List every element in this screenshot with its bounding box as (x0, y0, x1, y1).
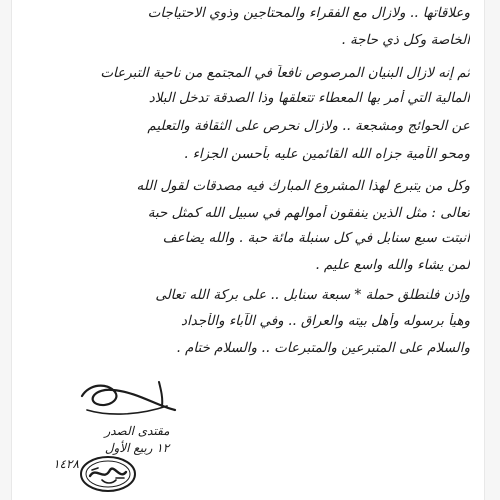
letter-line-2: الخاصة وكل ذي حاجة . (341, 32, 470, 48)
letter-line-11: وإذن فلنطلق حملة * سبعة سنابل .. على بركة الله تعالى (155, 287, 470, 303)
letter-line-13: والسلام على المتبرعين والمتبرعات .. والسلام ختام . (176, 340, 470, 356)
letter-line-5: عن الحوائج ومشجعة .. ولازال نحرص على الثقافة والتعليم (147, 118, 470, 134)
letter-line-12: وهيأ برسوله وأهل بيته والعراق .. وفي الآباء والأجداد (180, 313, 470, 329)
seal-stamp-icon (78, 454, 138, 494)
letter-line-8: تعالى : مثل الذين ينفقون أموالهم في سبيل الله كمثل حبة (147, 205, 470, 221)
letter-line-10: لمن يشاء والله واسع عليم . (315, 257, 470, 273)
letter-line-4: المالية التي أمر بها المعطاء تتعلقها وذا الصدقة تدخل البلاد (148, 90, 470, 106)
letter-line-6: ومحو الأمية جزاه الله القائمين عليه بأحسن الجزاء . (184, 146, 470, 162)
letter-line-7: وكل من يتبرع لهذا المشروع المبارك فيه مصدقات لقول الله (136, 178, 470, 194)
signature-date-line2: ١٤٢٨ (53, 457, 79, 471)
letter-page (12, 0, 484, 500)
letter-line-1: وعلاقاتها .. ولازال مع الفقراء والمحتاجين وذوي الاحتياجات (147, 5, 470, 21)
signature-date-line1: ١٢ ربيع الأول (104, 441, 170, 455)
signature-scribble-icon (67, 376, 187, 424)
letter-line-3: ثم إنه لازال البنيان المرصوص نافعاً في المجتمع من ناحية التبرعات (100, 65, 470, 81)
letter-line-9: أنبتت سبع سنابل في كل سنبلة مائة حبة . والله يضاعف (162, 230, 470, 246)
signature-name: مقتدى الصدر (104, 424, 170, 438)
